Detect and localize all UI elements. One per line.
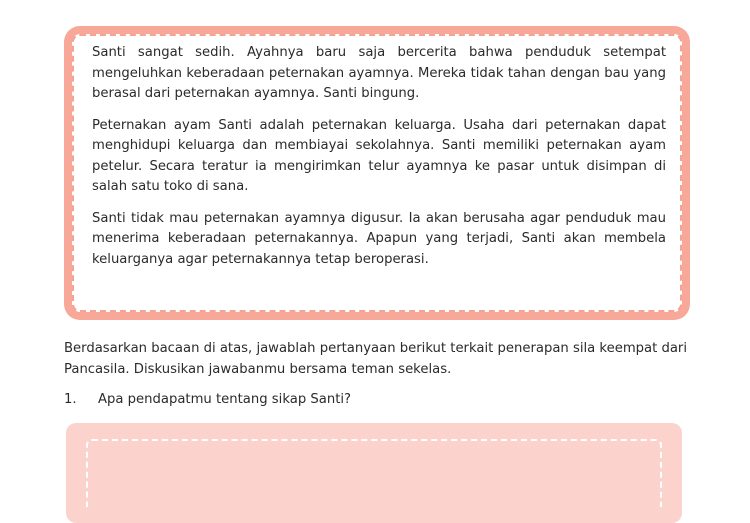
- question-1-text: Apa pendapatmu tentang sikap Santi?: [98, 392, 352, 407]
- question-1-number: 1.: [64, 392, 77, 407]
- answer-box[interactable]: [66, 423, 682, 523]
- story-paragraph-1: Santi sangat sedih. Ayahnya baru saja bercerita bahwa penduduk setempat mengeluhkan keberadaan peternakan ayamnya. Mereka tidak tahan dengan bau yang berasal dari peternakan ayamnya. Santi bingung.: [92, 45, 666, 101]
- story-box-inner: [72, 34, 682, 312]
- story-box: [64, 26, 690, 320]
- story-paragraph-2: Peternakan ayam Santi adalah peternakan keluarga. Usaha dari peternakan dapat menghidupi keluarga dan membiayai sekolahnya. Santi memiliki peternakan ayam petelur. Secara teratur ia mengirimkan telur ayamnya ke pasar untuk disimpan di salah satu toko di sana.: [92, 117, 666, 194]
- answer-box-dashed-border: [86, 439, 662, 507]
- story-paragraph-3: Santi tidak mau peternakan ayamnya digusur. Ia akan berusaha agar penduduk mau menerima keberadaan peternakannya. Apapun yang terjadi, Santi akan membela keluarganya agar peternakannya tetap beroperasi.: [92, 210, 666, 267]
- instruction-text: Berdasarkan bacaan di atas, jawablah pertanyaan berikut terkait penerapan sila keempat dari Pancasila. Diskusikan jawabanmu bersama teman sekelas.: [64, 341, 688, 377]
- question-1: [64, 390, 694, 411]
